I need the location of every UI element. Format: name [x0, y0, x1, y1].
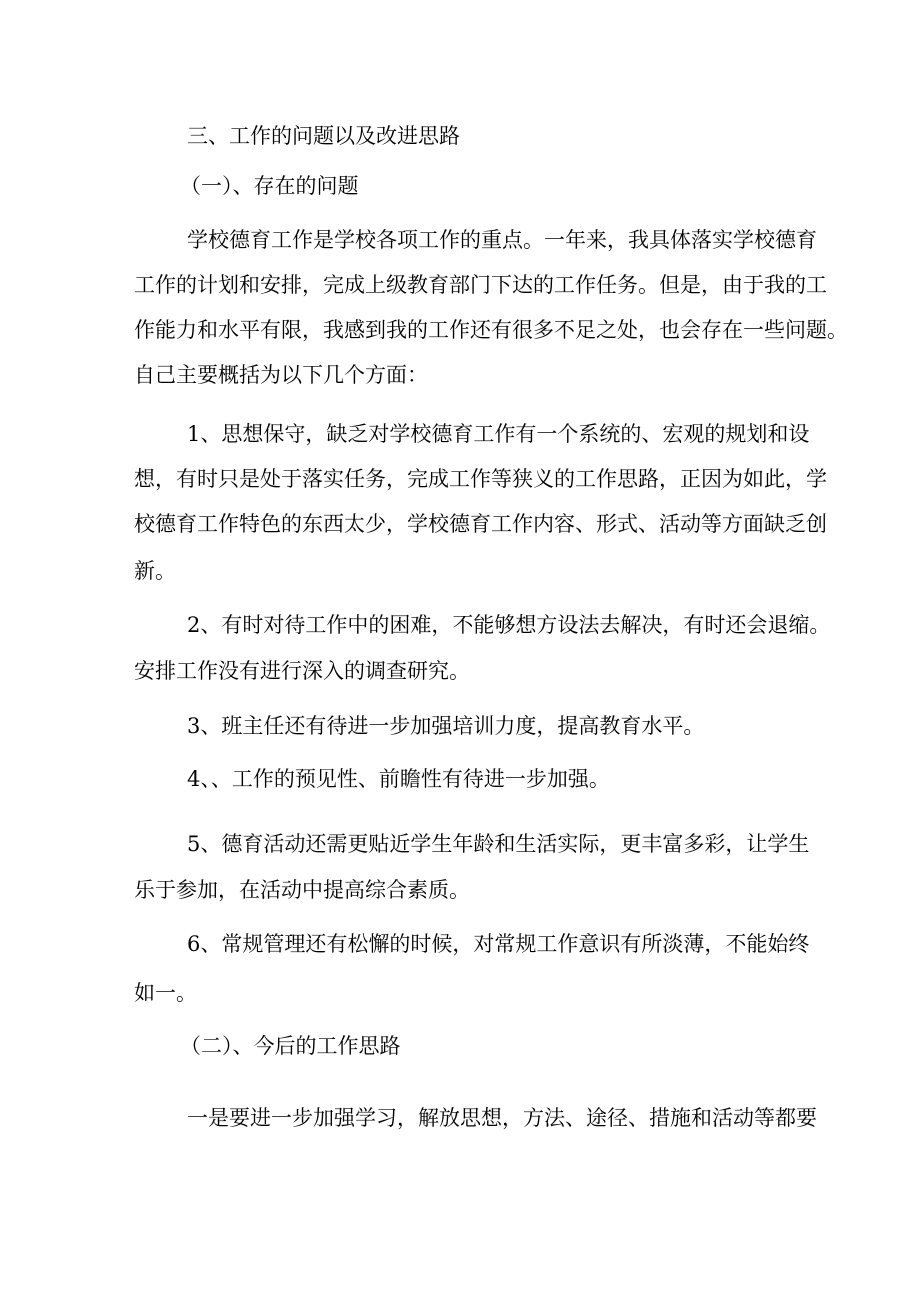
item-5-line: 5、德育活动还需更贴近学生年龄和生活实际，更丰富多彩，让学生 — [187, 832, 810, 856]
intro-line: 学校德育工作是学校各项工作的重点。一年来，我具体落实学校德育 — [187, 228, 817, 252]
item-1-line: 想，有时只是处于落实任务，完成工作等狭义的工作思路，正因为如此，学 — [134, 467, 827, 491]
section-heading: 三、工作的问题以及改进思路 — [187, 124, 460, 148]
item-1-line: 新。 — [134, 559, 176, 583]
item-3-line: 3、班主任还有待进一步加强培训力度，提高教育水平。 — [187, 714, 705, 738]
item-6-line: 6、常规管理还有松懈的时候，对常规工作意识有所淡薄，不能始终 — [187, 932, 810, 956]
subheading-future-plans: （二）、今后的工作思路 — [180, 1034, 401, 1058]
plan-1-line: 一是要进一步加强学习，解放思想，方法、途径、措施和活动等都要 — [187, 1106, 817, 1130]
subheading-existing-problems: （一）、存在的问题 — [180, 174, 359, 198]
item-1-line: 1、思想保守，缺乏对学校德育工作有一个系统的、宏观的规划和设 — [187, 422, 810, 446]
intro-line: 工作的计划和安排，完成上级教育部门下达的工作任务。但是，由于我的工 — [134, 273, 827, 297]
item-4-line: 4、、工作的预见性、前瞻性有待进一步加强。 — [187, 767, 610, 791]
item-2-line: 安排工作没有进行深入的调查研究。 — [134, 659, 470, 683]
item-1-line: 校德育工作特色的东西太少，学校德育工作内容、形式、活动等方面缺乏创 — [134, 512, 827, 536]
item-6-line: 如一。 — [134, 981, 197, 1005]
intro-line: 自己主要概括为以下几个方面： — [134, 363, 428, 387]
item-2-line: 2、有时对待工作中的困难，不能够想方设法去解决，有时还会退缩。 — [187, 613, 831, 637]
intro-line: 作能力和水平有限，我感到我的工作还有很多不足之处，也会存在一些问题。 — [134, 318, 848, 342]
item-5-line: 乐于参加，在活动中提高综合素质。 — [134, 878, 470, 902]
